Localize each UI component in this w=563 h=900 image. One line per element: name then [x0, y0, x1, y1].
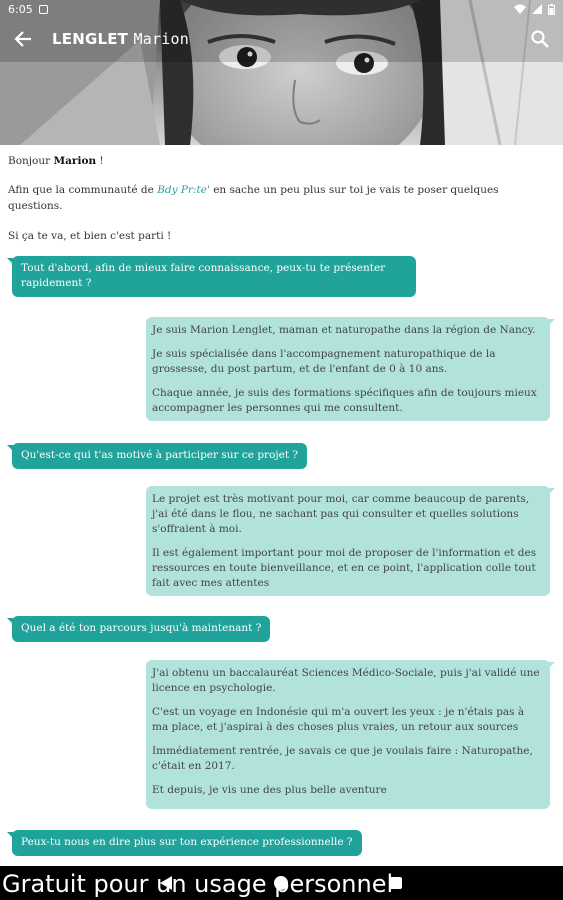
answer-paragraph: Je suis spécialisée dans l'accompagnement naturopathique de la grossesse, du post partum, et de l'enfant de 0 à 10 ans.: [152, 348, 496, 375]
status-bar: [0, 0, 563, 18]
signal-icon: [532, 4, 542, 14]
status-time: 6:05: [8, 2, 33, 16]
answer-bubble: [146, 486, 550, 596]
greeting-end: !: [96, 155, 104, 167]
answer-paragraph: Chaque année, je suis des formations spécifiques afin de toujours mieux accompagner les personnes qui me consultent.: [152, 387, 537, 414]
profile-header: [0, 0, 563, 145]
intro-line1-start: Afin que la communauté de: [8, 184, 158, 196]
battery-icon: [548, 4, 555, 15]
greeting-text: Bonjour: [8, 155, 54, 167]
watermark-text: Gratuit pour un usage personnel: [2, 870, 394, 898]
answer-bubble: [146, 317, 550, 421]
answer-paragraph: Je suis Marion Lenglet, maman et naturopathe dans la région de Nancy.: [152, 324, 536, 336]
answer-paragraph: Et depuis, je vis une des plus belle aventure: [152, 784, 387, 796]
question-bubble: [12, 830, 362, 856]
question-bubble: [12, 616, 270, 642]
answer-bubble: [146, 660, 550, 809]
notification-icon: [39, 5, 48, 14]
page-title: [52, 30, 189, 48]
answer-paragraph: Il est également important pour moi de proposer de l'information et des ressources en toute bienveillance, et en ce point, l'application colle tout fait avec mes attentes: [152, 547, 537, 589]
question-text: Quel a été ton parcours jusqu'à maintenant ?: [21, 622, 262, 634]
answer-paragraph: Le projet est très motivant pour moi, car comme beaucoup de parents, j'ai été dans le flou, ne sachant pas qui consulter et quelles solutions s'offraient à moi.: [152, 493, 530, 535]
answer-paragraph: Immédiatement rentrée, je savais ce que je voulais faire : Naturopathe, c'était en 2017.: [152, 745, 533, 772]
question-bubble: [12, 443, 307, 469]
answer-paragraph: C'est un voyage en Indonésie qui m'a ouvert les yeux : je n'étais pas à ma place, et j'aspirai à des choses plus vraies, un retour aux sources: [152, 706, 525, 733]
intro-start: Si ça te va, et bien c'est parti !: [8, 230, 172, 242]
nav-back-icon[interactable]: [160, 876, 172, 890]
back-button[interactable]: [10, 26, 36, 52]
question-text: Peux-tu nous en dire plus sur ton expérience professionnelle ?: [21, 836, 353, 848]
toolbar: [0, 18, 563, 60]
nav-home-icon[interactable]: [274, 876, 288, 890]
title-last-name: LENGLET: [52, 30, 129, 48]
answer-paragraph: J'ai obtenu un baccalauréat Sciences Médico-Sociale, puis j'ai validé une licence en psychologie.: [152, 667, 540, 694]
arrow-left-icon: [14, 30, 32, 48]
intro-paragraph: [8, 182, 528, 214]
search-icon: [531, 30, 549, 48]
intro-greeting: [8, 153, 104, 169]
greeting-name: Marion: [53, 155, 97, 167]
wifi-icon: [514, 4, 526, 14]
question-bubble: [12, 256, 416, 297]
question-text: Tout d'abord, afin de mieux faire connaissance, peux-tu te présenter rapidement ?: [21, 262, 386, 289]
nav-recent-apps-icon[interactable]: [390, 877, 402, 889]
intro-line1-end: en sache un peu plus sur toi je vais te poser quelques: [209, 184, 499, 196]
system-nav-bar: [0, 866, 563, 900]
title-first-name: Marion: [133, 30, 189, 48]
intro-line2: questions.: [8, 200, 63, 212]
question-text: Qu'est-ce qui t'as motivé à participer sur ce projet ?: [21, 449, 299, 461]
brand-name: Bdy Pr:te': [157, 184, 210, 196]
search-button[interactable]: [527, 26, 553, 52]
interview-content[interactable]: [0, 145, 563, 865]
